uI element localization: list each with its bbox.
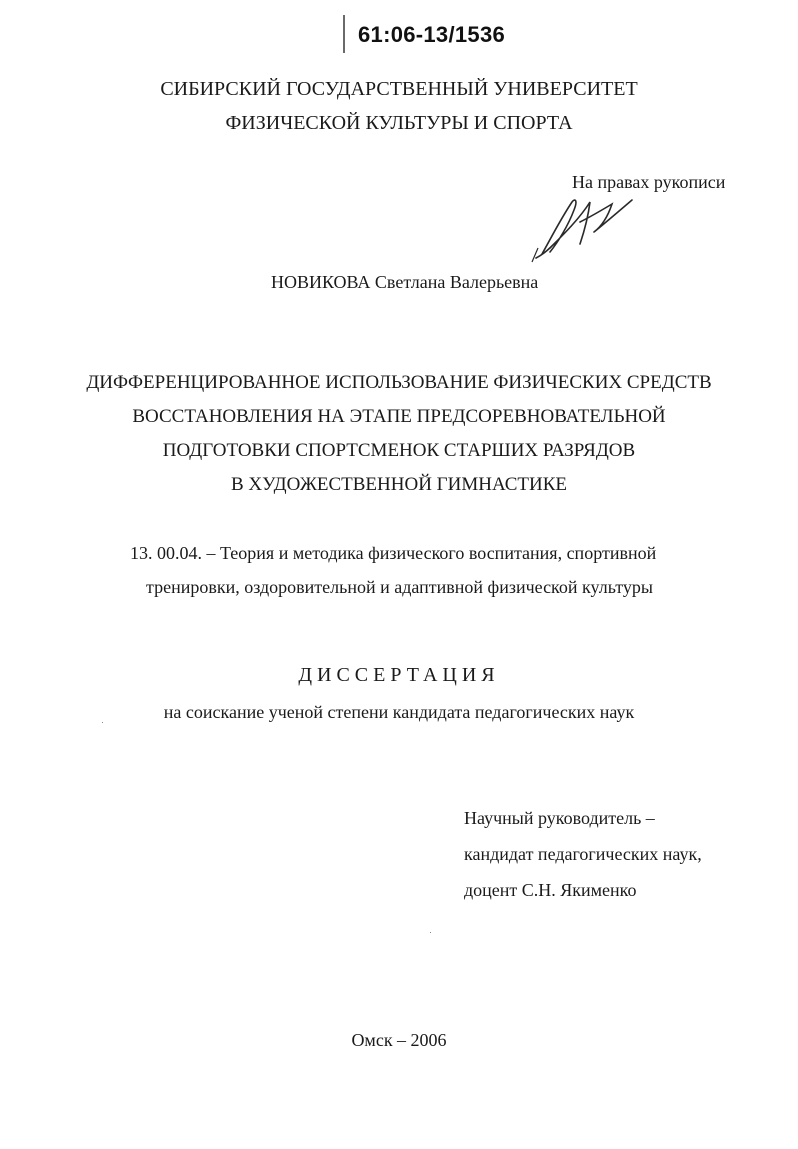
university-line-2: ФИЗИЧЕСКОЙ КУЛЬТУРЫ И СПОРТА (225, 112, 573, 134)
university-line-1: СИБИРСКИЙ ГОСУДАРСТВЕННЫЙ УНИВЕРСИТЕТ (160, 78, 638, 100)
specialty-line-1: 13. 00.04. – Теория и методика физического воспитания, спортивной (130, 543, 657, 563)
scan-speck (102, 722, 103, 723)
supervisor-line-1: Научный руководитель – (464, 808, 655, 828)
city-year: Омск – 2006 (351, 1030, 447, 1050)
supervisor-line-3: доцент С.Н. Якименко (464, 880, 637, 900)
supervisor-line-2: кандидат педагогических наук, (464, 844, 702, 864)
title-line-4: В ХУДОЖЕСТВЕННОЙ ГИМНАСТИКЕ (230, 474, 568, 495)
author-name: НОВИКОВА Светлана Валерьевна (271, 272, 539, 292)
handwritten-signature (528, 188, 648, 263)
dissertation-heading: ДИССЕРТАЦИЯ (298, 664, 500, 686)
dissertation-title (0, 366, 798, 502)
manuscript-rights-note: На правах рукописи (572, 172, 726, 192)
catalog-number-stamp: 61:06-13/1536 (358, 22, 506, 47)
scan-speck (430, 932, 431, 933)
university-name (0, 72, 798, 140)
title-line-3: ПОДГОТОВКИ СПОРТСМЕНОК СТАРШИХ РАЗРЯДОВ (162, 440, 636, 461)
title-line-1: ДИФФЕРЕНЦИРОВАННОЕ ИСПОЛЬЗОВАНИЕ ФИЗИЧЕСКИХ СРЕДСТВ (86, 372, 712, 393)
specialty-line-2: тренировки, оздоровительной и адаптивной физической культуры (146, 577, 653, 597)
scientific-supervisor (464, 800, 702, 908)
title-line-2: ВОССТАНОВЛЕНИЯ НА ЭТАПЕ ПРЕДСОРЕВНОВАТЕЛЬНОЙ (132, 406, 666, 427)
degree-subtitle: на соискание ученой степени кандидата педагогических наук (163, 702, 635, 722)
stamp-divider (343, 15, 345, 53)
specialty-code (130, 536, 656, 604)
